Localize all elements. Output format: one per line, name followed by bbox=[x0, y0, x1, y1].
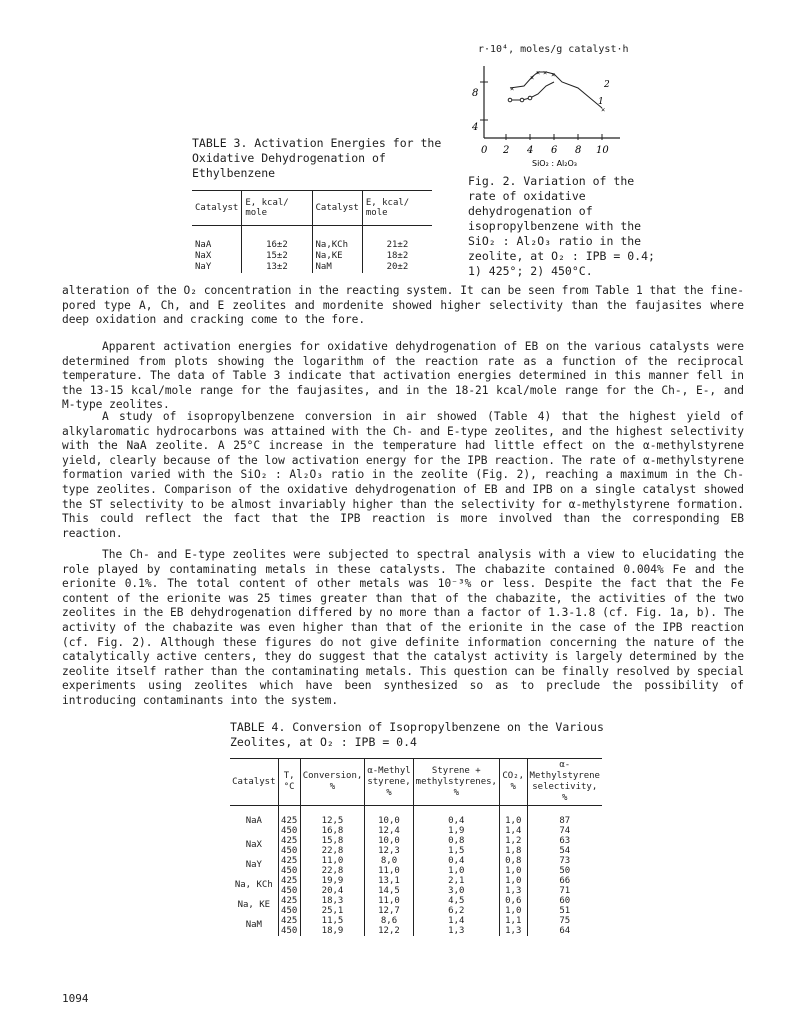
table3-cell: 15±2 bbox=[242, 251, 312, 262]
table4-cell bbox=[278, 806, 300, 837]
table4-cell bbox=[527, 806, 602, 837]
table4-value: 0,4 bbox=[448, 856, 465, 866]
table3-header-cell: Catalyst bbox=[192, 191, 242, 226]
table3-cell: NaY bbox=[192, 262, 242, 273]
table4-value: 1,0 bbox=[505, 876, 522, 886]
figure2-curve-label: 2 bbox=[604, 80, 610, 90]
table4-header-cell: Catalyst bbox=[230, 759, 278, 806]
table-row bbox=[192, 226, 432, 252]
table4-value: 10,0 bbox=[378, 816, 400, 826]
table4-value: 18,3 bbox=[321, 896, 344, 906]
body-paragraph: The Ch- and E-type zeolites were subjected to spectral analysis with a view to elucidating the role played by contaminating metals in these catalysts. The chabazite contained 0.004% Fe and the erionite 0.1%. The total content of other metals was 10⁻³% or less. Despite the fact that the Fe content of the erionite was 25 times greater than that of the chabazite, the activities of the two zeolites in the EB dehydrogenation differed by no more than a factor of 1.3-1.8 (cf. Fig. 1a, b). The activity of the chabazite was even higher than that of the erionite in the case of the IPB reaction (cf. Fig. 2). Although these figures do not give definite information concerning the nature of the catalytically active centers, they do suggest that the catalyst activity is largely determined by the zeolite itself rather than the contaminating metals. This question can be finally resolved by special experiments using zeolites which have been synthesized so as to preclude the possibility of introducing contaminants into the system. bbox=[62, 548, 744, 707]
table4-value: 18,9 bbox=[321, 926, 344, 936]
table4-header-cell: α-Methylstyrene selectivity, % bbox=[529, 760, 600, 803]
figure2-point-marker bbox=[508, 98, 512, 102]
table4-value: 425 bbox=[281, 836, 298, 846]
table4-value: 11,5 bbox=[321, 916, 344, 926]
figure2-point-marker: × bbox=[543, 69, 548, 77]
table4-value: 11,0 bbox=[378, 866, 400, 876]
table3-cell: 18±2 bbox=[386, 251, 409, 261]
table4-cell bbox=[527, 896, 602, 916]
table4-value: 1,2 bbox=[505, 836, 522, 846]
table4-cell bbox=[413, 806, 499, 837]
table4-cell bbox=[278, 876, 300, 896]
table4-value: 12,3 bbox=[378, 846, 400, 856]
table4-value: 25,1 bbox=[321, 906, 344, 916]
body-paragraph: A study of isopropylbenzene conversion in air showed (Table 4) that the highest yield of alkylaromatic hydrocarbons was attained with the Ch- and E-type zeolites, and the highest selectivity with the NaA zeolite. A 25°C increase in the temperature had little effect on the α-methylstyrene yield, clearly because of the low activation energy for the IPB reaction. The rate of α-methylstyrene formation varied with the SiO₂ : Al₂O₃ ratio in the zeolite (Fig. 2), reaching a maximum in the Ch-type zeolites. Comparison of the oxidative dehydrogenation of EB and IPB on a single catalyst showed the ST selectivity to be almost invariably higher than the selectivity for α-methylstyrene formation. This could reflect the fact that the IPB reaction is more involved than the corresponding EB reaction. bbox=[62, 410, 744, 540]
table4-cell: Na, KE bbox=[230, 896, 278, 916]
table4-cell bbox=[499, 896, 527, 916]
table4-value: 73 bbox=[559, 856, 571, 866]
table4-value: 425 bbox=[281, 856, 298, 866]
table4-cell bbox=[499, 806, 527, 837]
table4-value: 54 bbox=[559, 846, 571, 856]
table4-value: 450 bbox=[281, 866, 298, 876]
table4 bbox=[230, 758, 602, 936]
table4-value: 450 bbox=[281, 926, 298, 936]
table4-value: 1,4 bbox=[505, 826, 522, 836]
figure2-caption: Fig. 2. Variation of the rate of oxidative dehydrogenation of isopropylbenzene with the SiO₂ : Al₂O₃ ratio in the zeolite, at O₂ : IPB = 0.4; 1) 425°; 2) 450°C. bbox=[468, 174, 655, 278]
figure2-point-marker: × bbox=[551, 71, 556, 79]
table4-cell: NaY bbox=[230, 856, 278, 876]
table4-value: 450 bbox=[281, 906, 298, 916]
table4-cell bbox=[365, 856, 413, 876]
table3-cell: NaM bbox=[312, 262, 362, 273]
table4-value: 1,3 bbox=[505, 886, 522, 896]
table4-value: 1,0 bbox=[505, 906, 522, 916]
table4-value: 12,4 bbox=[378, 826, 400, 836]
figure2-plot bbox=[470, 60, 630, 172]
table4-value: 1,0 bbox=[505, 866, 522, 876]
figure2-point-marker: × bbox=[536, 69, 541, 77]
table4-value: 75 bbox=[559, 916, 571, 926]
table-row bbox=[192, 251, 432, 262]
figure2-point-marker bbox=[528, 96, 532, 100]
table3-cell: 21±2 bbox=[386, 240, 409, 250]
table4-value: 10,0 bbox=[378, 836, 400, 846]
table4-value: 1,3 bbox=[448, 926, 465, 936]
table4-cell bbox=[300, 896, 365, 916]
table4-cell bbox=[413, 876, 499, 896]
table4-cell bbox=[278, 916, 300, 936]
table4-value: 8,6 bbox=[380, 916, 398, 926]
table3-cell: 16±2 bbox=[242, 226, 312, 252]
table4-header-cell: Conversion, % bbox=[300, 759, 365, 806]
table4-value: 8,0 bbox=[380, 856, 398, 866]
table-row bbox=[230, 806, 602, 837]
table4-value: 19,9 bbox=[321, 876, 344, 886]
table4-value: 64 bbox=[559, 926, 571, 936]
table4-value: 1,4 bbox=[448, 916, 465, 926]
table4-value: 20,4 bbox=[321, 886, 344, 896]
table4-value: 0,4 bbox=[448, 816, 465, 826]
table4-cell bbox=[365, 896, 413, 916]
table3-header-cell: E, kcal/ mole bbox=[242, 191, 312, 226]
table4-value: 1,3 bbox=[505, 926, 522, 936]
table4-header-cell: CO₂, % bbox=[499, 759, 527, 806]
table4-cell bbox=[300, 836, 365, 856]
table4-value: 1,1 bbox=[505, 916, 522, 926]
body-paragraph: Apparent activation energies for oxidative dehydrogenation of EB on the various catalysts were determined from plots showing the logarithm of the reaction rate as a function of the reciprocal temperature. The data of Table 3 indicate that activation energies determined in this manner fell in the 13-15 kcal/mole range for the faujasites, and in the 18-21 kcal/mole range for the Ch-, E-, and M-type zeolites. bbox=[62, 340, 744, 412]
figure2-x-tick-label: 10 bbox=[596, 145, 609, 156]
table4-value: 87 bbox=[559, 816, 571, 826]
table4-value: 74 bbox=[559, 826, 571, 836]
figure2-point-marker bbox=[520, 98, 524, 102]
table3-header-cell: Catalyst bbox=[312, 191, 362, 226]
figure2-point-marker: × bbox=[530, 74, 535, 82]
table4-cell bbox=[300, 876, 365, 896]
table4-value: 11,0 bbox=[378, 896, 400, 906]
table4-value: 425 bbox=[281, 816, 298, 826]
table4-value: 13,1 bbox=[378, 876, 400, 886]
table4-value: 16,8 bbox=[321, 826, 344, 836]
table4-value: 50 bbox=[559, 866, 571, 876]
table4-cell bbox=[413, 916, 499, 936]
table3-header-row bbox=[192, 191, 432, 226]
table4-header-cell: T, °C bbox=[278, 759, 300, 806]
table4-cell bbox=[365, 806, 413, 837]
table3-cell: Na,KCh bbox=[312, 226, 362, 252]
table4-value: 12,2 bbox=[378, 926, 400, 936]
table4-cell bbox=[499, 876, 527, 896]
table4-value: 425 bbox=[281, 916, 298, 926]
page-number: 1094 bbox=[62, 992, 89, 1005]
table4-cell bbox=[499, 916, 527, 936]
table4-value: 63 bbox=[559, 836, 571, 846]
table3-cell: NaX bbox=[192, 251, 242, 262]
table4-value: 425 bbox=[281, 876, 298, 886]
table4-cell: Na, KCh bbox=[230, 876, 278, 896]
table4-value: 71 bbox=[559, 886, 571, 896]
table4-cell bbox=[527, 836, 602, 856]
table3-caption: TABLE 3. Activation Energies for the Oxidative Dehydrogenation of Ethylbenzene bbox=[192, 136, 442, 180]
figure2-x-tick-label: 0 bbox=[481, 145, 488, 156]
figure2-x-tick-label: 8 bbox=[575, 145, 582, 156]
table4-value: 1,9 bbox=[448, 826, 465, 836]
table4-value: 22,8 bbox=[321, 866, 344, 876]
table3 bbox=[192, 190, 432, 273]
table4-cell bbox=[413, 896, 499, 916]
table4-cell bbox=[365, 836, 413, 856]
table-row bbox=[230, 896, 602, 916]
table4-value: 3,0 bbox=[448, 886, 465, 896]
table4-value: 4,5 bbox=[448, 896, 465, 906]
table4-caption: TABLE 4. Conversion of Isopropylbenzene on the Various Zeolites, at O₂ : IPB = 0.4 bbox=[230, 720, 604, 749]
table4-cell: NaA bbox=[230, 806, 278, 837]
table4-value: 0,8 bbox=[505, 856, 522, 866]
table4-value: 51 bbox=[559, 906, 571, 916]
table3-header-cell: E, kcal/ mole bbox=[365, 198, 410, 218]
figure2-point-marker: × bbox=[510, 85, 515, 93]
table3-cell: NaA bbox=[192, 226, 242, 252]
table3-cell: 13±2 bbox=[242, 262, 312, 273]
table4-value: 11,0 bbox=[321, 856, 344, 866]
figure2-y-tick-label: 8 bbox=[472, 88, 479, 99]
figure2-x-tick-label: 6 bbox=[551, 145, 558, 156]
table4-cell bbox=[527, 876, 602, 896]
figure2-y-tick-label: 4 bbox=[472, 122, 479, 133]
table3-cell: 20±2 bbox=[386, 262, 409, 272]
figure2-point-marker: × bbox=[601, 106, 606, 114]
table4-value: 14,5 bbox=[378, 886, 400, 896]
table-row bbox=[192, 262, 432, 273]
table4-cell bbox=[278, 836, 300, 856]
figure2-x-tick-label: 4 bbox=[527, 145, 534, 156]
table-row bbox=[230, 836, 602, 856]
table-row bbox=[230, 856, 602, 876]
table4-value: 450 bbox=[281, 886, 298, 896]
table4-header-cell: α-Methyl styrene, % bbox=[365, 759, 413, 806]
table4-cell bbox=[300, 806, 365, 837]
table4-value: 2,1 bbox=[448, 876, 465, 886]
table4-value: 450 bbox=[281, 846, 298, 856]
table4-cell bbox=[365, 876, 413, 896]
table4-value: 0,6 bbox=[505, 896, 522, 906]
table4-value: 450 bbox=[281, 826, 298, 836]
figure2-axis-title: r·10⁴, moles/g catalyst·h bbox=[478, 44, 629, 55]
table4-value: 6,2 bbox=[448, 906, 465, 916]
table4-value: 1,0 bbox=[505, 816, 522, 826]
table4-value: 22,8 bbox=[321, 846, 344, 856]
table4-value: 12,5 bbox=[321, 816, 344, 826]
table4-value: 1,0 bbox=[448, 866, 465, 876]
table4-header-cell: Styrene + methylstyrenes, % bbox=[413, 759, 499, 806]
table4-value: 12,7 bbox=[378, 906, 400, 916]
table4-cell bbox=[278, 856, 300, 876]
table4-value: 425 bbox=[281, 896, 298, 906]
table4-value: 1,5 bbox=[448, 846, 465, 856]
body-paragraph: alteration of the O₂ concentration in the reacting system. It can be seen from Table 1 that the fine-pored type A, Ch, and E zeolites and mordenite showed higher selectivity than the faujasites where deep oxidation and cracking come to the fore. bbox=[62, 284, 744, 327]
table4-cell: NaM bbox=[230, 916, 278, 936]
table4-cell bbox=[300, 916, 365, 936]
table3-cell: Na,KE bbox=[312, 251, 362, 262]
figure2-curve-label: 1 bbox=[598, 97, 604, 107]
table4-cell bbox=[413, 856, 499, 876]
table4-cell bbox=[499, 836, 527, 856]
table4-value: 66 bbox=[559, 876, 571, 886]
table4-header-row bbox=[230, 759, 602, 806]
table4-cell bbox=[499, 856, 527, 876]
table4-value: 1,8 bbox=[505, 846, 522, 856]
table4-value: 0,8 bbox=[448, 836, 465, 846]
table4-cell bbox=[278, 896, 300, 916]
figure2-x-tick-label: 2 bbox=[503, 145, 510, 156]
table-row bbox=[230, 876, 602, 896]
table4-cell bbox=[300, 856, 365, 876]
table4-cell bbox=[527, 856, 602, 876]
table-row bbox=[230, 916, 602, 936]
table4-cell bbox=[413, 836, 499, 856]
table4-cell bbox=[365, 916, 413, 936]
table4-cell: NaX bbox=[230, 836, 278, 856]
table4-value: 15,8 bbox=[321, 836, 344, 846]
table4-cell bbox=[527, 916, 602, 936]
figure2-curve-2 bbox=[510, 72, 602, 108]
figure2-x-label: SiO₂ : Al₂O₃ bbox=[532, 159, 577, 168]
table4-value: 60 bbox=[559, 896, 571, 906]
